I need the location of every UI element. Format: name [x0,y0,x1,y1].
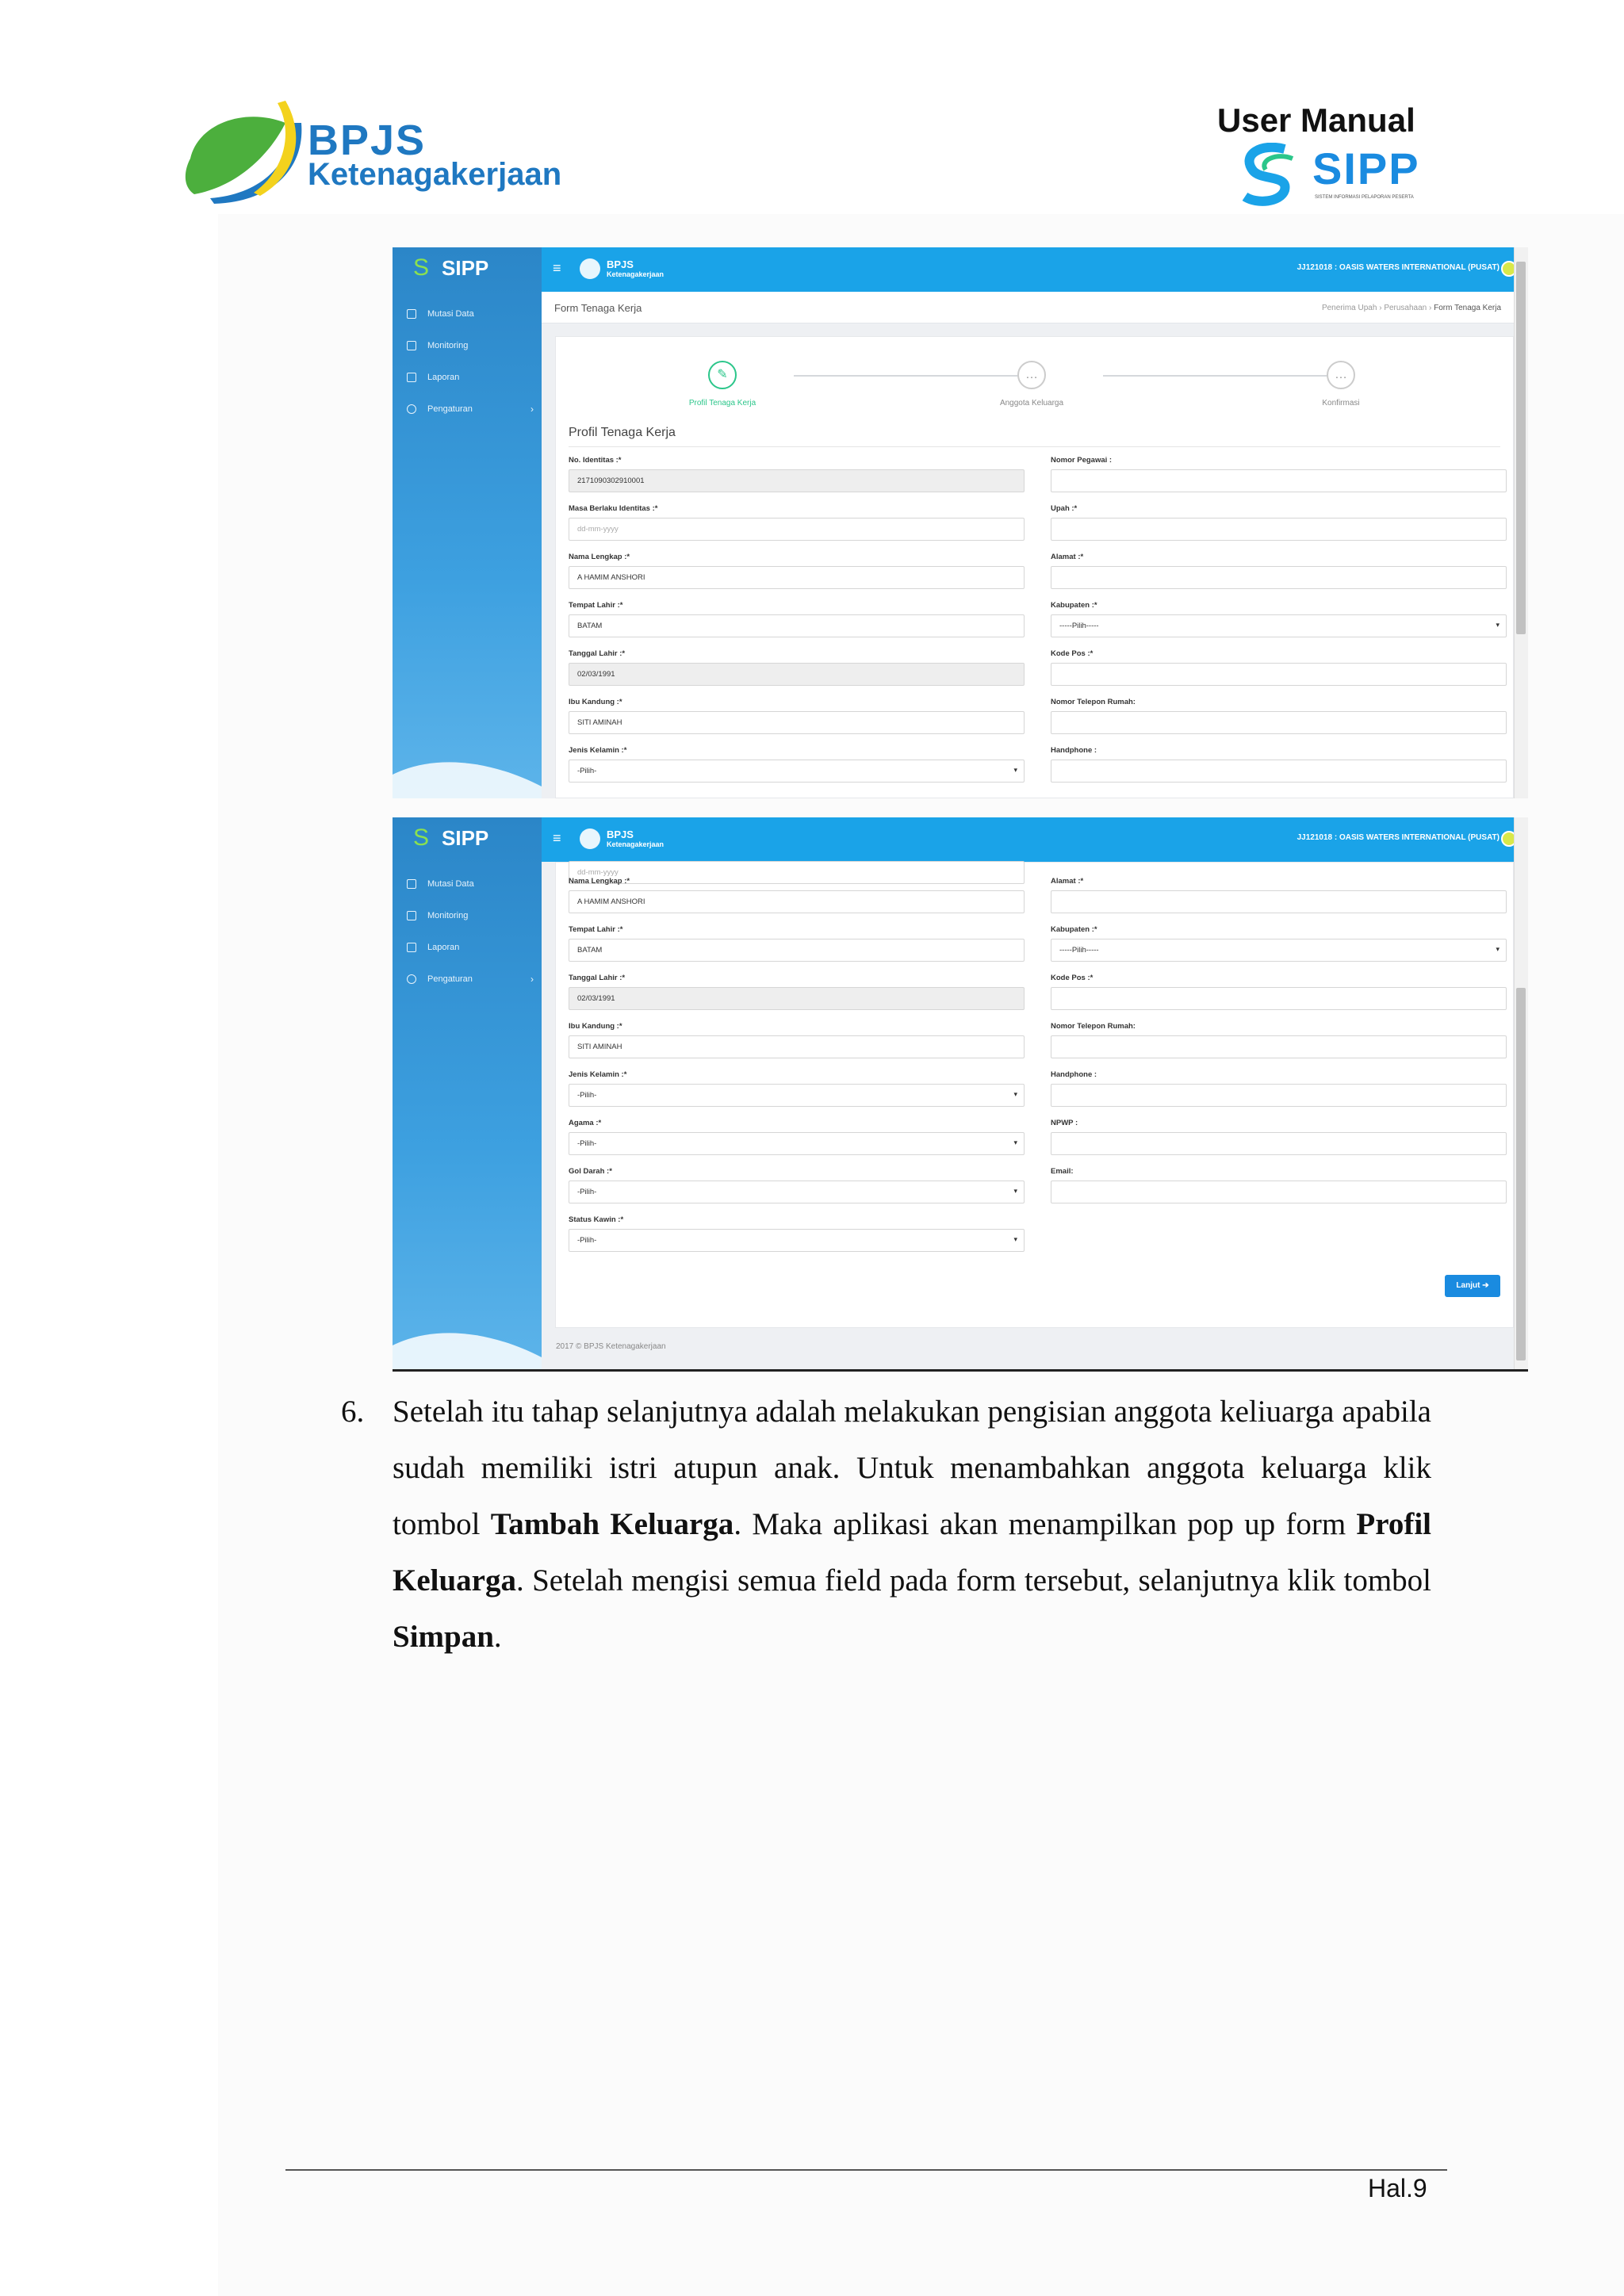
form-field [1051,504,1507,541]
field-value: A HAMIM ANSHORI [577,897,645,906]
logo-subtitle: Ketenagakerjaan [308,157,562,192]
breadcrumb-item[interactable]: Perusahaan [1384,304,1427,312]
sidebar-item-pengaturan[interactable] [407,974,534,984]
field-value: -Pilih- [577,1091,597,1100]
breadcrumb-item[interactable]: Penerima Upah [1321,304,1377,312]
form-field [1051,1167,1507,1203]
gear-icon [407,974,416,984]
scrollbar[interactable] [1514,247,1528,798]
form-field [569,1167,1025,1203]
sidebar-logo-text: SIPP [442,256,489,280]
sidebar-item-monitoring[interactable] [407,911,534,920]
select-input[interactable] [569,1229,1025,1252]
form-field [569,1022,1025,1058]
text-input[interactable] [569,711,1025,734]
field-label: Alamat :* [1051,877,1084,886]
form-field [569,1119,1025,1155]
text-input[interactable] [1051,663,1507,686]
form-field [1051,974,1507,1010]
form-field [569,456,1025,492]
field-label: Jenis Kelamin :* [569,1070,627,1079]
form-field [1051,698,1507,734]
text-input [569,987,1025,1010]
field-label: NPWP : [1051,1119,1078,1127]
form-field [569,649,1025,686]
text-input[interactable] [569,1035,1025,1058]
field-value: -----Pilih----- [1059,622,1099,630]
field-label: Tempat Lahir :* [569,925,623,934]
text-input[interactable] [1051,1084,1507,1107]
document-icon [407,879,416,889]
bpjs-mini-icon [580,258,600,279]
form-field [1051,1119,1507,1155]
dropdown-arrow-icon: ▾ [1013,1138,1017,1146]
sidebar-item-pengaturan[interactable] [407,404,534,414]
page-title: Form Tenaga Kerja [554,302,642,314]
layers-icon [407,341,416,350]
text-input[interactable] [1051,469,1507,492]
top-bar [542,247,1528,292]
brand-subtitle: Ketenagakerjaan [607,270,665,278]
field-label: Nama Lengkap :* [569,553,630,561]
form-field [569,746,1025,783]
field-label: Kabupaten :* [1051,601,1097,610]
step-konfirmasi[interactable] [1277,361,1404,408]
sidebar-logo[interactable] [410,251,521,288]
field-label: Upah :* [1051,504,1078,513]
brand-title: BPJS [607,258,634,270]
field-value: dd-mm-yyyy [577,525,619,534]
pencil-icon: ✎ [708,361,737,389]
footer-rule [285,2169,1447,2171]
sidebar-item-label: Laporan [427,373,460,382]
sidebar [393,247,542,798]
list-number: 6. [341,1395,365,1429]
logo-title: BPJS [308,117,427,164]
form-field [569,1070,1025,1107]
wave-decoration [393,751,542,798]
field-label: Kode Pos :* [1051,974,1094,982]
field-label: Jenis Kelamin :* [569,746,627,755]
sidebar-item-label: Pengaturan [427,404,473,414]
field-label: Agama :* [569,1119,602,1127]
sidebar-item-mutasi-data[interactable] [407,309,534,319]
text-run: . Setelah mengisi semua field pada form tersebut, selanjutnya klik tombol [515,1563,1431,1598]
step-anggota-keluarga[interactable] [968,361,1095,408]
sipp-logo [1237,143,1427,206]
select-input[interactable] [1051,939,1507,962]
field-label: Tempat Lahir :* [569,601,623,610]
bold-text: Simpan [393,1620,494,1654]
field-value: SITI AMINAH [577,1043,622,1051]
step-label: Profil Tenaga Kerja [688,399,756,408]
top-bar [542,817,1528,862]
field-value: A HAMIM ANSHORI [577,573,645,582]
field-label: Nomor Telepon Rumah: [1051,1022,1136,1031]
document-icon [407,309,416,319]
dropdown-arrow-icon: ▾ [1013,1090,1017,1098]
form-field [1051,925,1507,962]
sidebar-item-laporan[interactable] [407,943,534,952]
text-input[interactable] [1051,760,1507,783]
sidebar-logo-swirl-icon: S [413,254,430,281]
form-field [569,553,1025,589]
text-run: . Maka aplikasi akan menampilkan pop up form [733,1507,1357,1541]
form-title: Profil Tenaga Kerja [569,426,676,439]
text-input[interactable] [569,566,1025,589]
form-field [569,877,1025,913]
sidebar-item-label: Monitoring [427,341,469,350]
step-profil-tenaga-kerja[interactable] [659,361,786,408]
instruction-paragraph [341,1383,1431,1665]
form-field [569,974,1025,1010]
text-input [569,469,1025,492]
layers-icon [407,911,416,920]
field-value: -Pilih- [577,767,597,775]
sidebar-item-label: Mutasi Data [427,309,474,319]
field-label: Nomor Telepon Rumah: [1051,698,1136,706]
breadcrumb: Penerima Upah › Perusahaan › Form Tenaga Kerja [1321,304,1501,312]
text-input[interactable] [1051,1181,1507,1203]
text-input[interactable] [1051,711,1507,734]
form-field [569,698,1025,734]
dropdown-arrow-icon: ▾ [1013,766,1017,774]
dropdown-arrow-icon: ▾ [1013,1235,1017,1243]
text-input [569,663,1025,686]
field-label: Masa Berlaku Identitas :* [569,504,658,513]
scrollbar[interactable] [1514,817,1528,1369]
chevron-right-icon: › [530,974,534,985]
sidebar-item-laporan[interactable] [407,373,534,382]
user-label[interactable]: JJ121018 : OASIS WATERS INTERNATIONAL (PUSAT) [1297,263,1500,272]
user-label[interactable]: JJ121018 : OASIS WATERS INTERNATIONAL (PUSAT) [1297,833,1500,842]
form-divider [569,446,1500,447]
select-input[interactable] [569,1181,1025,1203]
field-label: No. Identitas :* [569,456,622,465]
copyright-footer: 2017 © BPJS Ketenagakerjaan [556,1342,666,1351]
chevron-right-icon: › [530,404,534,415]
scrollbar-thumb[interactable] [1516,262,1526,634]
text-run: . [493,1620,502,1654]
field-label: Handphone : [1051,746,1097,755]
lanjut-button[interactable]: Lanjut ➔ [1445,1275,1500,1297]
dots-icon: … [1017,361,1046,389]
field-label: Alamat :* [1051,553,1084,561]
sidebar-item-label: Pengaturan [427,974,473,984]
paragraph-text [393,1383,1431,1665]
brand-logo [580,257,707,282]
wave-decoration [393,1322,542,1369]
date-input[interactable]: dd-mm-yyyy [569,861,1025,884]
field-label: Kabupaten :* [1051,925,1097,934]
breadcrumb-bar [542,292,1514,323]
field-label: Nomor Pegawai : [1051,456,1113,465]
form-field [569,504,1025,541]
step-label: Konfirmasi [1322,399,1360,408]
breadcrumb-current: Form Tenaga Kerja [1434,304,1501,312]
field-label: Status Kawin :* [569,1215,624,1224]
field-value: 2171090302910001 [577,476,645,485]
sidebar-logo-swirl-icon: S [413,825,430,851]
bold-text: Profil Keluarga [393,1507,1431,1598]
text-input[interactable] [1051,1035,1507,1058]
sidebar-item-label: Monitoring [427,911,469,920]
field-value: 02/03/1991 [577,670,615,679]
text-input[interactable] [1051,518,1507,541]
field-label: Nama Lengkap :* [569,877,630,886]
dropdown-arrow-icon: ▾ [1496,621,1500,629]
form-field [1051,877,1507,913]
sidebar [393,817,542,1369]
sidebar-item-mutasi-data[interactable] [407,879,534,889]
page-number: Hal.9 [1368,2174,1427,2202]
text-input[interactable] [569,890,1025,913]
text-input[interactable] [1051,987,1507,1010]
field-label: Ibu Kandung :* [569,698,622,706]
text-input[interactable] [1051,566,1507,589]
form-field [1051,1070,1507,1107]
field-value: BATAM [577,946,603,955]
field-value: -Pilih- [577,1188,597,1196]
dropdown-arrow-icon: ▾ [1496,945,1500,953]
form-field [569,925,1025,962]
brand-subtitle: Ketenagakerjaan [607,840,665,848]
field-label: Gol Darah :* [569,1167,612,1176]
field-label: Tanggal Lahir :* [569,649,626,658]
sidebar-item-label: Laporan [427,943,460,952]
dots-icon: … [1327,361,1355,389]
sidebar-item-monitoring[interactable] [407,341,534,350]
form-field [1051,553,1507,589]
text-input[interactable] [569,939,1025,962]
text-input[interactable] [1051,890,1507,913]
bold-text: Tambah Keluarga [490,1507,734,1541]
field-label: Ibu Kandung :* [569,1022,622,1031]
select-input[interactable] [569,760,1025,783]
field-label: Email: [1051,1167,1074,1176]
form-field [1051,1022,1507,1058]
brand-title: BPJS [607,828,634,840]
text-input[interactable] [1051,1132,1507,1155]
scrollbar-thumb[interactable] [1516,988,1526,1360]
file-icon [407,943,416,952]
sidebar-item-label: Mutasi Data [427,879,474,889]
manual-title: User Manual [1217,101,1415,139]
text-run: Setelah itu tahap selanjutnya adalah melakukan pengisian anggota keliuarga apabila sudah memiliki istri atupun anak. Untuk menambahkan anggota keluarga klik tombol [393,1395,1431,1541]
form-field [1051,601,1507,637]
bpjs-mini-icon [580,828,600,849]
form-panel [555,862,1514,1328]
step-label: Anggota Keluarga [999,399,1064,408]
brand-logo [580,827,707,852]
hamburger-menu-icon[interactable]: ≡ [553,830,561,846]
select-input[interactable] [569,1132,1025,1155]
form-field [569,601,1025,637]
gear-icon [407,404,416,414]
field-value: -----Pilih----- [1059,946,1099,955]
field-value: BATAM [577,622,603,630]
form-field [1051,456,1507,492]
file-icon [407,373,416,382]
sidebar-logo-text: SIPP [442,826,489,850]
select-input[interactable] [569,1084,1025,1107]
text-input[interactable] [569,518,1025,541]
form-field [1051,649,1507,686]
sidebar-logo[interactable] [410,821,521,858]
field-label: Kode Pos :* [1051,649,1094,658]
sipp-tagline: SISTEM INFORMASI PELAPORAN PESERTA [1315,195,1414,200]
screenshot-form-bottom [393,817,1528,1372]
field-label: Handphone : [1051,1070,1097,1079]
field-value: SITI AMINAH [577,718,622,727]
sipp-logo-text: SIPP [1312,144,1420,193]
field-value: -Pilih- [577,1236,597,1245]
form-panel [555,336,1514,798]
sipp-swirl-icon [1237,143,1308,206]
form-field [1051,746,1507,783]
hamburger-menu-icon[interactable]: ≡ [553,260,561,276]
field-value: 02/03/1991 [577,994,615,1003]
text-input[interactable] [569,614,1025,637]
field-value: -Pilih- [577,1139,597,1148]
screenshot-form-top [393,247,1528,798]
dropdown-arrow-icon: ▾ [1013,1187,1017,1195]
field-label: Tanggal Lahir :* [569,974,626,982]
form-field [569,1215,1025,1252]
select-input[interactable] [1051,614,1507,637]
